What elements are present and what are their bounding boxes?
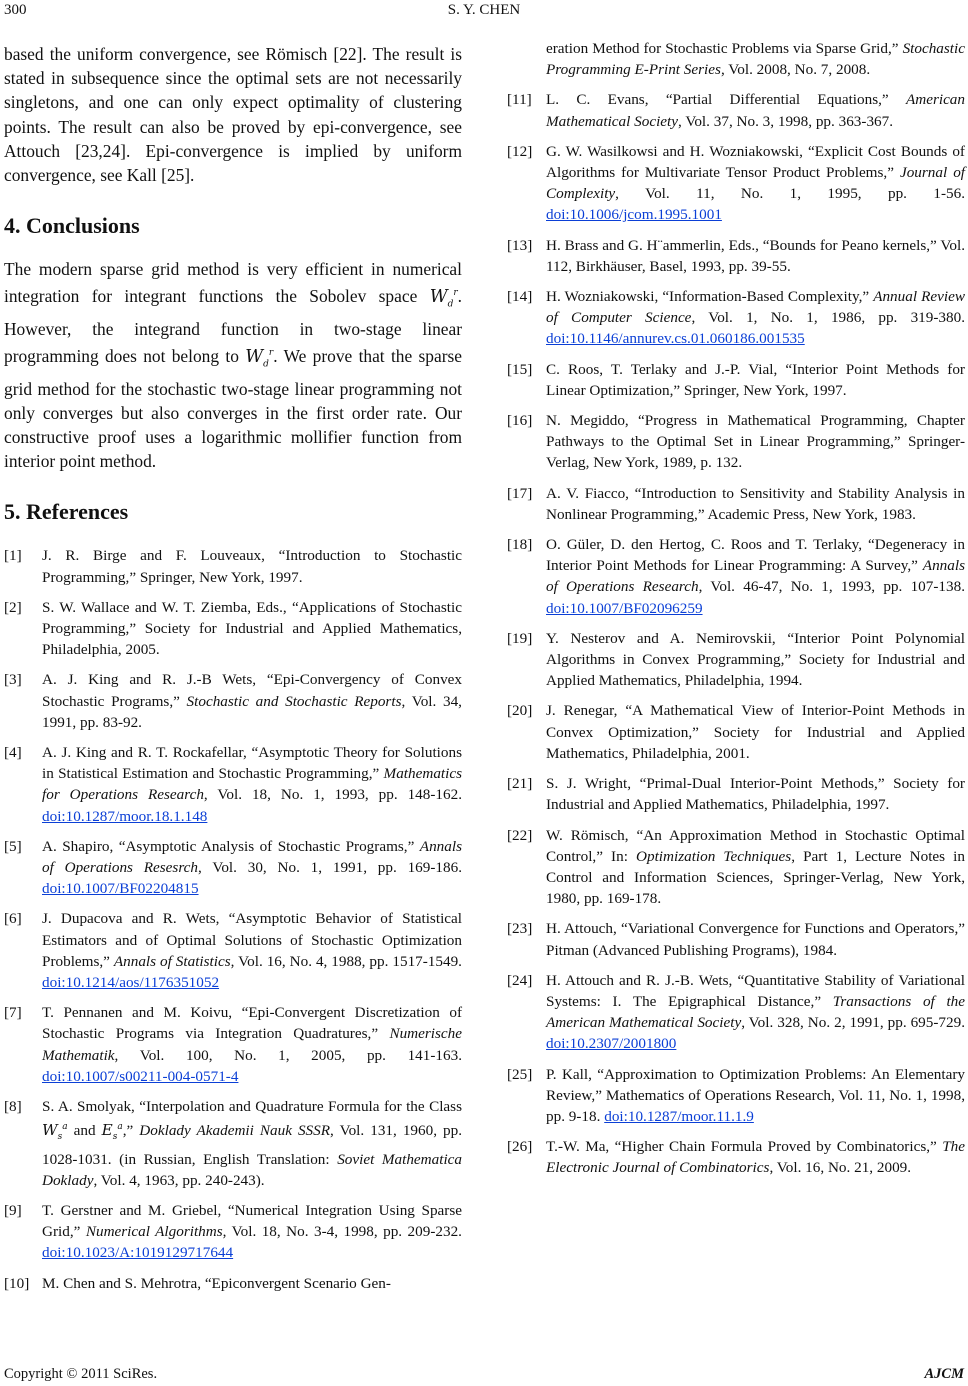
reference-number: [12] <box>507 142 533 160</box>
reference-number: [4] <box>4 744 22 761</box>
reference-item <box>507 359 965 401</box>
reference-text: H. Attouch, “Variational Convergence for Functions and Operators,” Pitman (Advanced Publishing Programs), 1984. <box>546 920 965 959</box>
reference-number: [6] <box>4 910 22 928</box>
reference-text: , Vol. 18, No. 1, 1993, pp. 148-162. <box>203 786 463 804</box>
doi-link[interactable]: doi:10.1007/BF02204815 <box>42 880 199 898</box>
reference-text: A. J. King and R. J.-B Wets, “Epi-Convergency of Convex Stochastic Programs,” <box>42 671 462 710</box>
reference-number: [13] <box>507 236 533 254</box>
reference-number: [5] <box>4 837 22 855</box>
reference-text: , Vol. 1, No. 1, 1986, pp. 319-380. <box>691 309 966 327</box>
reference-journal: Stochastic and Stochastic Reports <box>186 692 402 710</box>
reference-text: O. Güler, D. den Hertog, C. Roos and T. Terlaky, “Degeneracy in Interior Point Methods for Linear Programming: A Survey,” <box>546 536 965 575</box>
reference-text: , Vol. 131, 1960, pp. 1028-1031. (in Russian, English Translation: <box>42 1122 463 1168</box>
doi-link[interactable]: doi:10.1006/jcom.1995.1001 <box>546 206 722 224</box>
conclusions-text-1: The modern sparse grid method is very efficient in numerical integration for integrant functions the Sobolev space <box>4 259 462 307</box>
reference-number: [16] <box>507 412 533 430</box>
reference-item <box>4 669 462 733</box>
reference-text: , Vol. 16, No. 4, 1988, pp. 1517-1549. <box>230 952 462 970</box>
reference-item <box>507 970 965 1055</box>
reference-text: A. V. Fiacco, “Introduction to Sensitivity and Stability Analysis in Nonlinear Programming,” Academic Press, New York, 1983. <box>546 484 965 523</box>
footer-copyright: Copyright © 2011 SciRes. <box>4 1366 158 1382</box>
reference-number: [7] <box>4 1004 22 1022</box>
reference-text: , Vol. 34, 1991, pp. 83-92. <box>42 692 462 731</box>
reference-item <box>507 483 965 525</box>
sobolev-space-symbol: $W_d^r$ <box>429 287 458 310</box>
reference-text: H. Wozniakowski, “Information-Based Complexity,” <box>546 288 874 306</box>
reference-journal: The Electronic Journal of Combinatorics <box>546 1138 965 1177</box>
reference-item <box>507 235 965 277</box>
reference-text: ,” <box>122 1122 140 1140</box>
reference-number: [1] <box>4 547 22 565</box>
class-symbol-E: $E_s^a$ <box>101 1121 123 1143</box>
reference-text: A. J. King and R. T. Rockafellar, “Asymptotic Theory for Solutions in Statistical Estimation and Stochastic Programming,” <box>42 744 462 783</box>
references-heading: 5. References <box>4 499 129 525</box>
reference-item <box>4 597 462 661</box>
reference-number: [26] <box>507 1138 533 1156</box>
reference-text: G. W. Wasilkowsi and H. Wozniakowski, “Explicit Cost Bounds of Algorithms for Multivariate Tensor Product Problems,” <box>546 142 965 182</box>
references-list-left <box>4 545 462 1293</box>
reference-text: , Vol. 16, No. 21, 2009. <box>769 1159 912 1177</box>
reference-number: [17] <box>507 484 533 502</box>
reference-text: , Vol. 4, 1963, pp. 240-243). <box>93 1171 265 1189</box>
reference-text: T. Pennanen and M. Koivu, “Epi-Convergent Discretization of Stochastic Programs via Integration Quadratures,” <box>42 1004 462 1043</box>
reference-number: [21] <box>507 775 533 793</box>
reference-item <box>4 545 462 587</box>
reference-journal: Numerical Algorithms <box>85 1223 223 1241</box>
footer-journal: AJCM <box>924 1366 964 1382</box>
right-column <box>507 38 965 1188</box>
reference-text: M. Chen and S. Mehrotra, “Epiconvergent Scenario Gen- <box>42 1274 391 1292</box>
reference-number: [14] <box>507 288 533 306</box>
reference-text: and <box>73 1122 96 1140</box>
reference-number: [20] <box>507 702 533 720</box>
reference-text: , Part 1, Lecture Notes in Control and Information Sciences, Springer-Verlag, New York, 1980, pp. 169-178. <box>546 847 965 908</box>
reference-item <box>507 534 965 619</box>
reference-text: J. R. Birge and F. Louveaux, “Introduction to Stochastic Programming,” Springer, New York, 1997. <box>42 547 462 586</box>
reference-item <box>507 825 965 910</box>
reference-item <box>507 410 965 474</box>
sobolev-space-symbol-2: $W_d^r$ <box>245 346 274 370</box>
reference-item <box>507 1136 965 1178</box>
reference-number: [19] <box>507 629 533 647</box>
class-symbol-W: $W_s^a$ <box>42 1121 68 1143</box>
reference-journal: Annals of Operations Resesrch <box>42 837 462 877</box>
reference-number: [8] <box>4 1098 22 1116</box>
reference-text: S. A. Smolyak, “Interpolation and Quadrature Formula for the Class <box>42 1098 462 1116</box>
reference-journal: Transactions of the American Mathematical Society <box>546 992 966 1032</box>
doi-link[interactable]: doi:10.1007/s00211-004-0571-4 <box>42 1067 239 1085</box>
intro-paragraph: based the uniform convergence, see Römisch [22]. The result is stated in subsequence since the optimal sets are not necessarily singletons, and one can only expect optimality of clustering points. The result can also be proved by epi-convergence, see Attouch [23,24]. Epi-convergence is implied by uniform convergence, see Kall [25]. <box>4 44 462 186</box>
reference-text: , Vol. 46-47, No. 1, 1993, pp. 107-138. <box>698 578 965 596</box>
reference-item <box>507 918 965 960</box>
reference-text: Y. Nesterov and A. Nemirovskii, “Interior Point Polynomial Algorithms in Convex Programming,” Society for Industrial and Applied Mathematics, Philadelphia, 1994. <box>546 629 965 690</box>
reference-text: , Vol. 37, No. 3, 1998, pp. 363-367. <box>678 112 894 130</box>
reference-number: [10] <box>4 1274 30 1292</box>
conclusions-heading: 4. Conclusions <box>4 213 140 239</box>
reference-item <box>4 742 462 827</box>
reference-item <box>507 1064 965 1128</box>
left-column <box>4 42 462 1303</box>
reference-journal: Annals of Statistics <box>113 952 231 970</box>
reference-number: [25] <box>507 1065 533 1083</box>
reference-number: [2] <box>4 598 22 616</box>
reference-text: , Vol. 328, No. 2, 1991, pp. 695-729. <box>741 1014 965 1032</box>
reference-text: , Vol. 2008, No. 7, 2008. <box>720 61 871 79</box>
reference-journal: Annals of Operations Research <box>546 557 965 596</box>
reference-journal: Journal of Complexity <box>546 164 966 203</box>
reference-item <box>4 836 462 900</box>
reference-number: [23] <box>507 920 533 938</box>
reference-item <box>507 773 965 815</box>
reference-text: S. W. Wallace and W. T. Ziemba, Eds., “Applications of Stochastic Programming,” Society for Industrial and Applied Mathematics, Philadelphia, 2005. <box>42 598 462 659</box>
reference-number: [11] <box>507 91 532 109</box>
reference-text: J. Dupacova and R. Wets, “Asymptotic Behavior of Statistical Estimators and of Optimal Solutions of Stochastic Optimization Problems,” <box>42 910 462 970</box>
reference-text: , Vol. 11, No. 1, 1995, pp. 1-56. <box>615 185 965 203</box>
reference-journal: Soviet Mathematica Doklady <box>42 1150 462 1189</box>
doi-link[interactable]: doi:10.1214/aos/1176351052 <box>42 974 220 992</box>
reference-text: J. Renegar, “A Mathematical View of Interior-Point Methods in Convex Optimization,” Society for Industrial and Applied Mathematics, Philadelphia, 2001. <box>546 702 965 762</box>
reference-item <box>507 700 965 764</box>
reference-item <box>507 89 965 131</box>
reference-journal: Annual Review of Computer Science <box>546 288 965 327</box>
reference-journal: Stochastic Programming E-Print Series <box>546 40 965 79</box>
reference-number: [18] <box>507 536 533 554</box>
reference-text: , Vol. 30, No. 1, 1991, pp. 169-186. <box>198 859 463 877</box>
reference-text: T. Gerstner and M. Griebel, “Numerical Integration Using Sparse Grid,” <box>42 1201 462 1241</box>
reference-text: A. Shapiro, “Asymptotic Analysis of Stochastic Programs,” <box>42 837 420 855</box>
reference-item <box>4 908 462 993</box>
reference-number: [9] <box>4 1201 22 1219</box>
reference-journal: Optimization Techniques <box>636 847 792 865</box>
references-list-right <box>507 38 965 1179</box>
doi-link[interactable]: doi:10.1287/moor.11.1.9 <box>604 1107 754 1125</box>
page-number: 300 <box>4 2 27 18</box>
reference-text: H. Brass and G. H¨ammerlin, Eds., “Bounds for Peano kernels,” Vol. 112, Birkhäuser, Basel, 1993, pp. 39-55. <box>546 236 965 275</box>
reference-text: eration Method for Stochastic Problems via Sparse Grid,” <box>546 40 903 57</box>
reference-text: , Vol. 100, No. 1, 2005, pp. 141-163. <box>114 1046 462 1064</box>
running-header-author: S. Y. CHEN <box>447 2 521 18</box>
conclusions-text-2: . However, the integrand function in two-stage linear programming does not belong to <box>4 286 462 366</box>
reference-journal: Numerische Mathematik <box>42 1025 462 1064</box>
conclusions-paragraph <box>4 257 462 473</box>
reference-text: H. Attouch and R. J.-B. Wets, “Quantitative Stability of Variational Systems: I. The Epigraphical Distance,” <box>546 971 965 1010</box>
reference-item <box>507 628 965 692</box>
doi-link[interactable]: doi:10.1146/annurev.cs.01.060186.001535 <box>546 330 805 348</box>
reference-number: [24] <box>507 971 533 989</box>
reference-text: N. Megiddo, “Progress in Mathematical Programming, Chapter Pathways to the Optimal Set in Linear Programming,” Springer-Verlag, New York, 1989, p. 132. <box>546 412 965 472</box>
reference-journal: American Mathematical Society <box>546 91 965 130</box>
reference-text: T.-W. Ma, “Higher Chain Formula Proved by Combinatorics,” <box>546 1138 943 1156</box>
reference-item <box>4 1200 462 1264</box>
reference-journal: Mathematics for Operations Research <box>42 765 462 804</box>
reference-item <box>4 1273 462 1294</box>
doi-link[interactable]: doi:10.1007/BF02096259 <box>546 599 703 617</box>
reference-number: [15] <box>507 360 533 378</box>
reference-number: [3] <box>4 671 22 689</box>
reference-text: S. J. Wright, “Primal-Dual Interior-Point Methods,” Society for Industrial and Applied Mathematics, Philadelphia, 1997. <box>546 775 965 814</box>
reference-text: C. Roos, T. Terlaky and J.-P. Vial, “Interior Point Methods for Linear Optimization,” Springer, New York, 1997. <box>546 360 965 399</box>
reference-item <box>507 38 965 80</box>
doi-link[interactable]: doi:10.1287/moor.18.1.148 <box>42 807 208 825</box>
reference-text: P. Kall, “Approximation to Optimization Problems: An Elementary Review,” Mathematics of Operations Research, Vol. 11, No. 1, 1998, pp. 9-18. <box>546 1065 965 1125</box>
reference-text: L. C. Evans, “Partial Differential Equations,” <box>546 91 906 109</box>
reference-journal: Doklady Akademii Nauk SSSR <box>139 1122 331 1140</box>
conclusions-text-3: . We prove that the sparse grid method for the stochastic two-stage linear programming not only converges but also converges in the first order rate. Our constructive proof uses a logarithmic mollifier function from interior point method. <box>4 345 462 472</box>
reference-text: W. Römisch, “An Approximation Method in Stochastic Optimal Control,” In: <box>546 826 965 865</box>
doi-link[interactable]: doi:10.2307/2001800 <box>546 1035 677 1053</box>
reference-number: [22] <box>507 826 533 844</box>
reference-item <box>507 141 965 226</box>
doi-link[interactable]: doi:10.1023/A:1019129717644 <box>42 1244 234 1262</box>
reference-item <box>507 286 965 350</box>
reference-item <box>4 1096 462 1191</box>
reference-text: , Vol. 18, No. 3-4, 1998, pp. 209-232. <box>222 1223 462 1241</box>
reference-item <box>4 1002 462 1087</box>
